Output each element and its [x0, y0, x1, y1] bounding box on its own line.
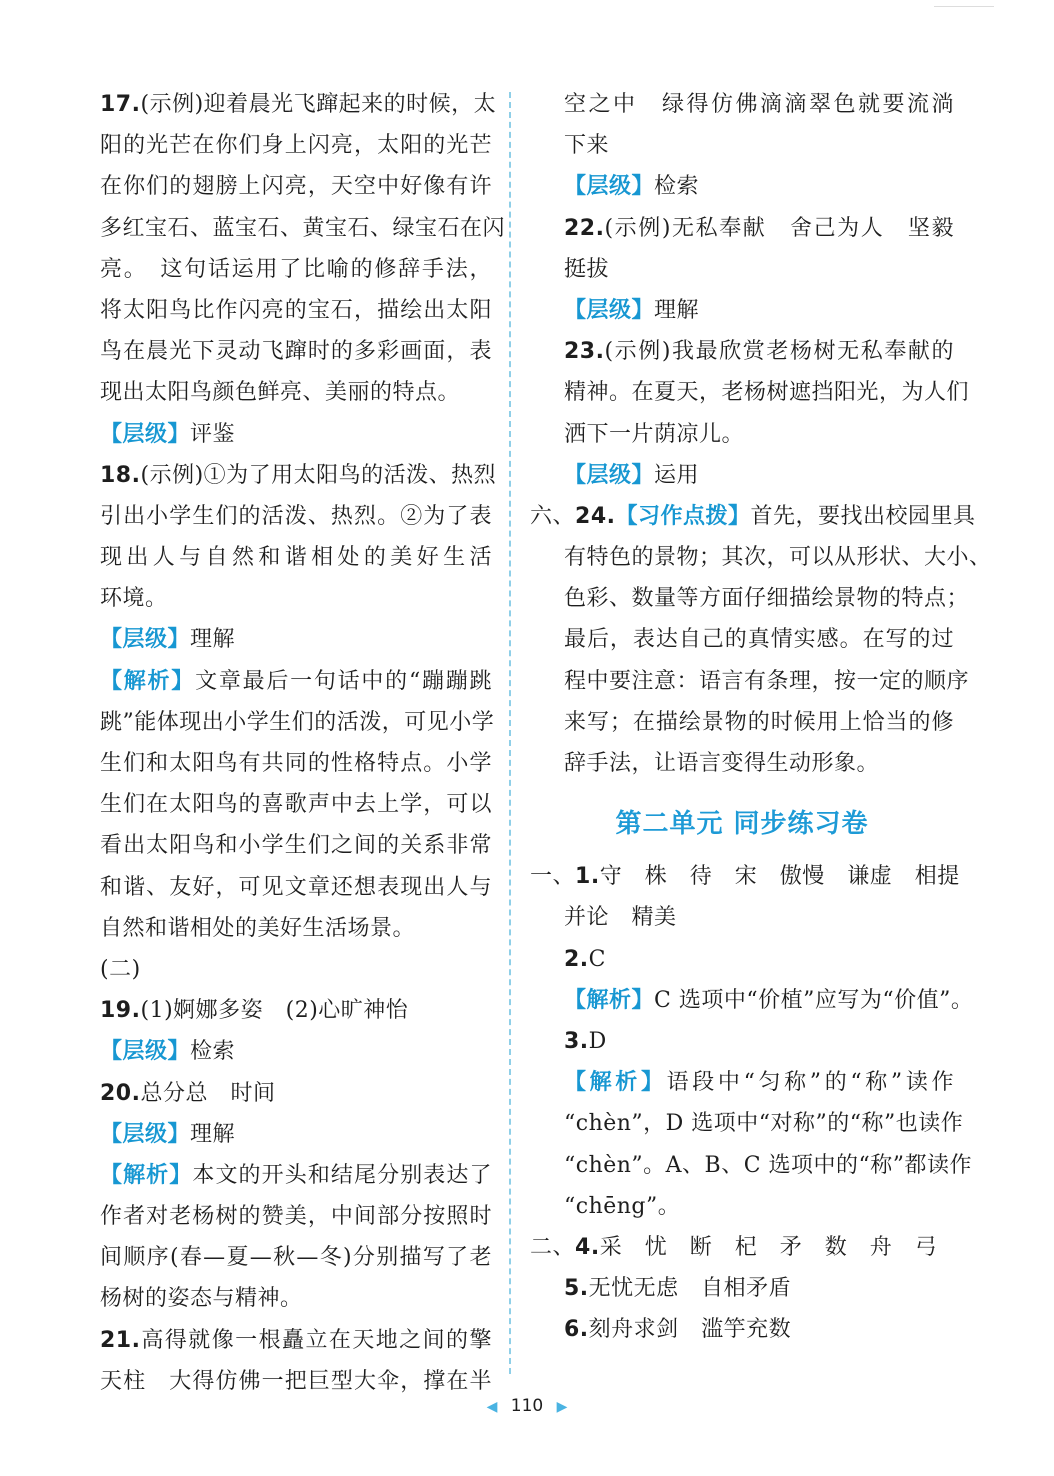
line-text: 理解	[654, 297, 700, 323]
page-footer	[0, 1396, 1054, 1416]
line-text: 文章最后一句话中的“蹦蹦跳	[195, 668, 492, 694]
line-text: 杨树的姿态与精神。	[100, 1286, 303, 1312]
text-line	[530, 980, 974, 1021]
text-line	[530, 856, 960, 897]
item-tag: 【解析】	[100, 667, 196, 694]
line-text: 生们在太阳鸟的喜歌声中去上学，可以	[100, 792, 492, 818]
item-tag: 【层级】	[564, 461, 655, 488]
line-text: 生们和太阳鸟有共同的性格特点。小学	[100, 751, 492, 776]
item-tag: 【解析】	[564, 1069, 667, 1096]
text-line	[100, 249, 492, 290]
item-number: 17.	[100, 92, 141, 117]
item-section-prefix: 一、	[530, 864, 576, 890]
line-text: 运用	[654, 462, 700, 488]
line-text: 无忧无虑 自相矛盾	[588, 1276, 792, 1302]
text-line	[100, 1031, 492, 1072]
item-number: 5.	[564, 1276, 589, 1302]
line-text: 鸟在晨光下灵动飞蹿时的多彩画面，表	[100, 339, 492, 365]
line-text: 天柱 大得仿佛一把巨型大伞，撑在半	[100, 1368, 492, 1394]
prev-page-arrow-icon: ◀	[486, 1399, 498, 1415]
line-text: 评鉴	[190, 421, 236, 447]
text-line	[530, 1186, 954, 1227]
line-text: 刻舟求剑 滥竽充数	[588, 1317, 792, 1343]
section-title: 第二单元 同步练习卷	[615, 809, 869, 840]
line-text: 下来	[564, 133, 610, 159]
item-number: 23.	[564, 339, 605, 365]
text-line	[530, 578, 970, 619]
line-text: 守 株 待 宋 傲慢 谦虚 相提	[599, 864, 960, 890]
text-line	[530, 1021, 954, 1062]
line-text: (示例)①为了用太阳鸟的活泼、热烈	[140, 462, 497, 488]
line-text: 空之中 绿得仿佛滴滴翠色就要流淌	[564, 92, 954, 117]
item-number: 24.	[575, 503, 616, 529]
line-text: 挺拔	[564, 256, 610, 282]
line-text: 检索	[654, 174, 700, 200]
line-text: 有特色的景物；其次，可以从形状、大小、	[564, 545, 992, 571]
text-line	[530, 702, 954, 743]
text-line	[530, 84, 954, 125]
text-line	[530, 372, 970, 413]
line-text: C	[588, 946, 607, 972]
text-line	[530, 249, 954, 290]
text-line	[100, 414, 492, 455]
line-text: 本文的开头和结尾分别表达了	[192, 1162, 492, 1188]
text-line	[100, 1278, 492, 1319]
line-text: 精神。在夏天，老杨树遮挡阳光，为人们	[564, 380, 970, 406]
text-line	[100, 331, 492, 372]
line-text: 引出小学生们的活泼、热烈。②为了表	[100, 503, 492, 529]
item-number: 19.	[100, 998, 141, 1024]
item-tag: 【解析】	[564, 986, 655, 1013]
line-text: 语段中“匀称”的“称”读作	[666, 1070, 954, 1096]
line-text: “chēng”。	[564, 1193, 681, 1219]
line-text: 最后，表达自己的真情实感。在写的过	[564, 627, 954, 653]
item-number: 20.	[100, 1080, 141, 1106]
text-line	[100, 166, 492, 207]
item-number: 2.	[564, 946, 589, 972]
text-line	[530, 1309, 954, 1350]
text-line	[100, 990, 492, 1031]
text-line	[100, 537, 492, 578]
text-line	[100, 372, 492, 413]
text-line	[530, 125, 954, 166]
text-line	[100, 825, 492, 866]
next-page-arrow-icon: ▶	[556, 1399, 568, 1415]
text-line	[100, 619, 492, 660]
item-number: 6.	[564, 1317, 589, 1343]
item-tag: 【层级】	[100, 1038, 191, 1065]
text-line	[530, 1103, 964, 1144]
line-text: 间顺序(春—夏—秋—冬)分别描写了老	[100, 1245, 492, 1271]
text-line	[530, 743, 954, 784]
line-text: 首先，要找出校园里具	[750, 503, 976, 529]
text-line	[530, 939, 954, 980]
line-text: (1)婀娜多姿 (2)心旷神怡	[140, 998, 409, 1024]
line-text: 采 忧 断 杞 矛 数 舟 弓	[599, 1234, 938, 1260]
line-text: 亮。 这句话运用了比喻的修辞手法，	[100, 256, 492, 282]
text-line	[100, 1196, 492, 1237]
line-text: “chèn”。A、B、C 选项中的“称”都读作	[564, 1152, 973, 1178]
text-line	[100, 125, 492, 166]
line-text: 跳”能体现出小学生们的活泼，可见小学	[100, 709, 495, 735]
text-line	[100, 455, 497, 496]
line-text: 程中要注意：语言有条理，按一定的顺序	[564, 668, 970, 694]
right-column-top	[530, 84, 992, 784]
item-number: 3.	[564, 1028, 589, 1054]
item-tag: 【层级】	[564, 173, 655, 200]
line-text: (示例)迎着晨光飞蹿起来的时候，太	[140, 92, 497, 117]
text-line	[100, 578, 492, 619]
line-text: 并论 精美	[564, 905, 677, 931]
item-number: 4.	[575, 1234, 600, 1260]
line-text: 来写；在描绘景物的时候用上恰当的修	[564, 709, 954, 735]
page-number: 110	[510, 1396, 544, 1416]
text-line	[530, 208, 954, 249]
item-tag: 【习作点拨】	[615, 502, 751, 529]
text-line	[530, 1227, 954, 1268]
line-text: 辞手法，让语言变得生动形象。	[564, 751, 880, 776]
text-line	[100, 661, 492, 702]
item-tag: 【层级】	[564, 296, 655, 323]
item-section-prefix: 二、	[530, 1234, 576, 1260]
item-tag: 【层级】	[100, 1120, 191, 1147]
line-text: 自然和谐相处的美好生活场景。	[100, 915, 416, 941]
text-line	[530, 1062, 954, 1103]
text-line	[100, 784, 492, 825]
line-text: 在你们的翅膀上闪亮，天空中好像有许	[100, 174, 492, 200]
text-line	[100, 867, 492, 908]
line-text: 将太阳鸟比作闪亮的宝石，描绘出太阳	[100, 297, 492, 323]
line-text: 阳的光芒在你们身上闪亮，太阳的光芒	[100, 133, 492, 159]
line-text: 理解	[190, 1121, 236, 1147]
text-line	[100, 290, 492, 331]
line-text: 和谐、友好，可见文章还想表现出人与	[100, 874, 492, 900]
line-text: 洒下一片荫凉儿。	[564, 421, 745, 447]
text-line	[100, 84, 497, 125]
text-line	[530, 897, 954, 938]
item-number: 22.	[564, 215, 605, 241]
right-column-bottom	[530, 856, 974, 1350]
text-line	[530, 537, 992, 578]
line-text: 现出太阳鸟颜色鲜亮、美丽的特点。	[100, 380, 461, 406]
line-text: 环境。	[100, 586, 168, 612]
corner-mark	[934, 0, 994, 7]
text-line	[100, 1237, 492, 1278]
text-line	[100, 702, 495, 743]
line-text: 检索	[190, 1039, 236, 1065]
text-line	[100, 1155, 492, 1196]
text-line	[100, 208, 506, 249]
text-line	[530, 1145, 973, 1186]
line-text: D	[588, 1028, 607, 1054]
text-line	[100, 743, 492, 784]
line-text: (二)	[100, 956, 141, 982]
text-line	[530, 331, 954, 372]
text-line	[530, 166, 954, 207]
item-number: 1.	[575, 864, 600, 890]
line-text: 总分总 时间	[140, 1080, 276, 1106]
line-text: C 选项中“价植”应写为“价值”。	[654, 987, 974, 1013]
column-divider	[509, 92, 511, 1374]
text-line	[100, 908, 492, 949]
line-text: 作者对老杨树的赞美，中间部分按照时	[100, 1204, 492, 1230]
text-line	[100, 1114, 492, 1155]
text-line	[530, 496, 976, 537]
line-text: (示例)无私奉献 舍己为人 坚毅	[604, 215, 954, 241]
right-column	[530, 84, 992, 1350]
text-line	[100, 1073, 492, 1114]
line-text: 理解	[190, 627, 236, 653]
text-line	[530, 1268, 954, 1309]
text-line	[100, 496, 492, 537]
text-line	[530, 619, 954, 660]
line-text: 多红宝石、蓝宝石、黄宝石、绿宝石在闪	[100, 215, 506, 241]
item-tag: 【层级】	[100, 420, 191, 447]
text-line	[530, 455, 954, 496]
text-line	[530, 290, 954, 331]
item-section-prefix: 六、	[530, 503, 576, 529]
item-tag: 【层级】	[100, 626, 191, 653]
text-line	[100, 1320, 492, 1361]
line-text: 色彩、数量等方面仔细描绘景物的特点；	[564, 586, 970, 612]
item-number: 18.	[100, 462, 141, 488]
item-tag: 【解析】	[100, 1161, 193, 1188]
text-line	[100, 949, 492, 990]
line-text: 高得就像一根矗立在天地之间的擎	[140, 1327, 492, 1353]
text-line	[530, 414, 954, 455]
text-line	[530, 661, 970, 702]
item-number: 21.	[100, 1327, 141, 1353]
line-text: (示例)我最欣赏老杨树无私奉献的	[604, 339, 954, 365]
line-text: 现出人与自然和谐相处的美好生活	[100, 545, 492, 571]
left-column	[100, 84, 506, 1402]
line-text: 看出太阳鸟和小学生们之间的关系非常	[100, 833, 492, 859]
line-text: “chèn”，D 选项中“对称”的“称”也读作	[564, 1111, 964, 1137]
